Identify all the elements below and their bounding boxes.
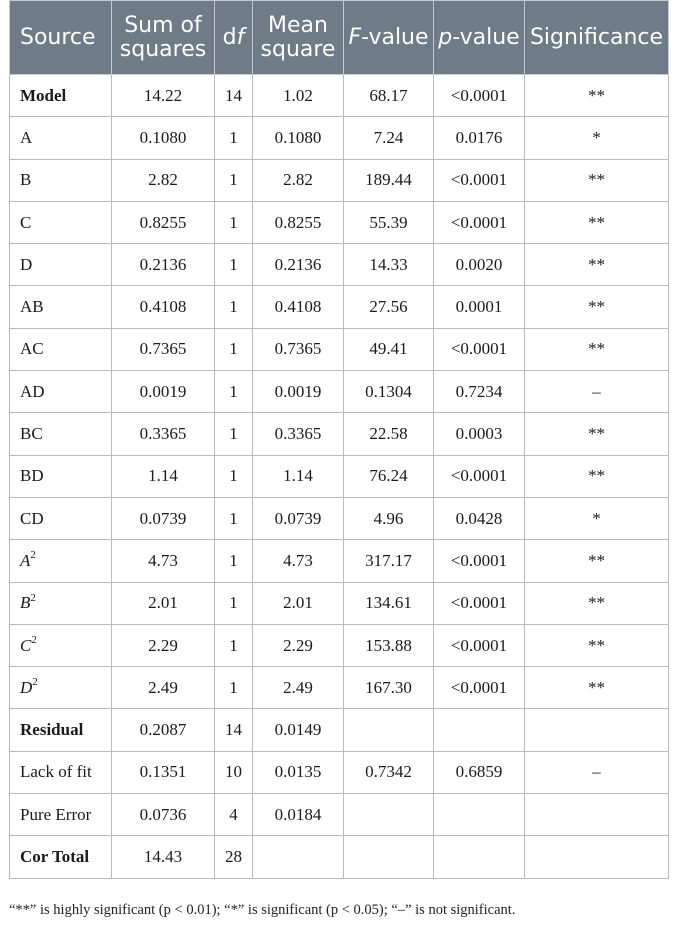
table-row (10, 709, 669, 751)
cell-mean-square: 0.0019 (253, 371, 344, 413)
cell-mean-square: 0.4108 (253, 286, 344, 328)
cell-df: 1 (215, 455, 253, 497)
header-source: Source (10, 1, 112, 75)
cell-mean-square: 0.0135 (253, 751, 344, 793)
table-row (10, 497, 669, 539)
cell-df: 1 (215, 624, 253, 666)
cell-p-value: <0.0001 (434, 328, 525, 370)
table-row (10, 244, 669, 286)
cell-source: $B^2$ (10, 582, 112, 624)
cell-source: Residual (10, 709, 112, 751)
cell-f-value: 153.88 (344, 624, 434, 666)
table-row (10, 117, 669, 159)
cell-significance: ** (525, 159, 669, 201)
cell-significance: – (525, 371, 669, 413)
cell-sum-of-squares: 0.2136 (112, 244, 215, 286)
cell-f-value: 22.58 (344, 413, 434, 455)
cell-f-value (344, 709, 434, 751)
cell-df: 4 (215, 794, 253, 836)
cell-sum-of-squares: 0.1351 (112, 751, 215, 793)
cell-df: 1 (215, 497, 253, 539)
cell-significance: – (525, 751, 669, 793)
cell-significance: ** (525, 582, 669, 624)
superscript: 2 (32, 676, 38, 689)
cell-source: Model (10, 75, 112, 117)
table-row (10, 286, 669, 328)
cell-f-value: 14.33 (344, 244, 434, 286)
header-df: df (215, 1, 253, 75)
cell-mean-square: 0.1080 (253, 117, 344, 159)
table-row (10, 75, 669, 117)
cell-source: AC (10, 328, 112, 370)
cell-f-value: 27.56 (344, 286, 434, 328)
cell-p-value: 0.0001 (434, 286, 525, 328)
cell-source: BD (10, 455, 112, 497)
cell-f-value: 189.44 (344, 159, 434, 201)
cell-p-value: 0.0003 (434, 413, 525, 455)
cell-sum-of-squares: 0.0019 (112, 371, 215, 413)
cell-significance: ** (525, 624, 669, 666)
table-row (10, 667, 669, 709)
cell-significance: ** (525, 413, 669, 455)
cell-df: 1 (215, 117, 253, 159)
cell-sum-of-squares: 2.01 (112, 582, 215, 624)
cell-significance: * (525, 117, 669, 159)
cell-f-value: 0.1304 (344, 371, 434, 413)
table-row (10, 159, 669, 201)
cell-f-value (344, 836, 434, 878)
cell-df: 1 (215, 540, 253, 582)
header-sum-of-squares: Sum of squares (112, 1, 215, 75)
header-significance: Significance (525, 1, 669, 75)
cell-f-value: 49.41 (344, 328, 434, 370)
cell-significance: ** (525, 201, 669, 243)
table-row (10, 201, 669, 243)
cell-p-value (434, 794, 525, 836)
cell-sum-of-squares: 0.0739 (112, 497, 215, 539)
cell-mean-square: 0.2136 (253, 244, 344, 286)
cell-p-value: <0.0001 (434, 624, 525, 666)
cell-sum-of-squares: 14.22 (112, 75, 215, 117)
cell-sum-of-squares: 0.0736 (112, 794, 215, 836)
cell-p-value: <0.0001 (434, 540, 525, 582)
cell-source: CD (10, 497, 112, 539)
cell-df: 1 (215, 201, 253, 243)
cell-mean-square: 0.7365 (253, 328, 344, 370)
table-row (10, 836, 669, 878)
table-row (10, 751, 669, 793)
cell-significance: ** (525, 455, 669, 497)
cell-source: Cor Total (10, 836, 112, 878)
cell-source: B (10, 159, 112, 201)
cell-sum-of-squares: 14.43 (112, 836, 215, 878)
cell-f-value: 7.24 (344, 117, 434, 159)
cell-mean-square: 2.49 (253, 667, 344, 709)
cell-p-value: 0.7234 (434, 371, 525, 413)
cell-p-value (434, 709, 525, 751)
cell-p-value: 0.0428 (434, 497, 525, 539)
cell-f-value: 55.39 (344, 201, 434, 243)
cell-df: 1 (215, 413, 253, 455)
cell-significance: ** (525, 540, 669, 582)
anova-table (9, 0, 669, 879)
cell-df: 1 (215, 371, 253, 413)
cell-mean-square: 0.0184 (253, 794, 344, 836)
cell-mean-square: 2.01 (253, 582, 344, 624)
cell-sum-of-squares: 2.82 (112, 159, 215, 201)
cell-significance (525, 794, 669, 836)
footnote: “**” is highly significant (p < 0.01); “*” is significant (p < 0.05); “–” is not significant. (9, 902, 516, 918)
cell-mean-square: 0.0739 (253, 497, 344, 539)
cell-source: $C^2$ (10, 624, 112, 666)
cell-p-value: 0.0176 (434, 117, 525, 159)
cell-df: 14 (215, 75, 253, 117)
cell-source: D (10, 244, 112, 286)
cell-significance: ** (525, 286, 669, 328)
superscript: 2 (30, 591, 36, 604)
superscript: 2 (30, 549, 36, 562)
cell-source: BC (10, 413, 112, 455)
cell-f-value: 134.61 (344, 582, 434, 624)
cell-p-value: 0.6859 (434, 751, 525, 793)
cell-significance (525, 836, 669, 878)
cell-source: $D^2$ (10, 667, 112, 709)
cell-f-value: 4.96 (344, 497, 434, 539)
cell-mean-square: 0.3365 (253, 413, 344, 455)
cell-f-value: 0.7342 (344, 751, 434, 793)
cell-sum-of-squares: 2.29 (112, 624, 215, 666)
cell-sum-of-squares: 4.73 (112, 540, 215, 582)
cell-df: 1 (215, 328, 253, 370)
cell-mean-square: 0.0149 (253, 709, 344, 751)
table-row (10, 540, 669, 582)
cell-significance: * (525, 497, 669, 539)
cell-source: A (10, 117, 112, 159)
table-row (10, 624, 669, 666)
cell-sum-of-squares: 0.3365 (112, 413, 215, 455)
cell-f-value: 68.17 (344, 75, 434, 117)
header-row (10, 1, 669, 75)
cell-source: Lack of fit (10, 751, 112, 793)
cell-significance: ** (525, 328, 669, 370)
superscript: 2 (31, 633, 37, 646)
cell-df: 1 (215, 159, 253, 201)
cell-p-value: <0.0001 (434, 455, 525, 497)
cell-p-value: <0.0001 (434, 159, 525, 201)
table-row (10, 371, 669, 413)
cell-f-value (344, 794, 434, 836)
cell-df: 1 (215, 286, 253, 328)
cell-sum-of-squares: 0.1080 (112, 117, 215, 159)
cell-mean-square: 2.29 (253, 624, 344, 666)
cell-df: 14 (215, 709, 253, 751)
cell-significance (525, 709, 669, 751)
table-row (10, 328, 669, 370)
cell-p-value: <0.0001 (434, 582, 525, 624)
cell-p-value: <0.0001 (434, 667, 525, 709)
cell-sum-of-squares: 2.49 (112, 667, 215, 709)
cell-sum-of-squares: 0.4108 (112, 286, 215, 328)
cell-df: 28 (215, 836, 253, 878)
cell-p-value: 0.0020 (434, 244, 525, 286)
cell-p-value: <0.0001 (434, 75, 525, 117)
cell-significance: ** (525, 667, 669, 709)
cell-mean-square: 4.73 (253, 540, 344, 582)
cell-source: AB (10, 286, 112, 328)
cell-df: 1 (215, 667, 253, 709)
cell-p-value (434, 836, 525, 878)
cell-source: $A^2$ (10, 540, 112, 582)
table-row (10, 794, 669, 836)
cell-mean-square: 2.82 (253, 159, 344, 201)
cell-f-value: 76.24 (344, 455, 434, 497)
cell-f-value: 317.17 (344, 540, 434, 582)
cell-sum-of-squares: 0.7365 (112, 328, 215, 370)
cell-df: 1 (215, 582, 253, 624)
table-row (10, 582, 669, 624)
header-mean-square: Mean square (253, 1, 344, 75)
cell-f-value: 167.30 (344, 667, 434, 709)
cell-significance: ** (525, 75, 669, 117)
cell-df: 1 (215, 244, 253, 286)
cell-mean-square (253, 836, 344, 878)
cell-df: 10 (215, 751, 253, 793)
cell-source: AD (10, 371, 112, 413)
cell-p-value: <0.0001 (434, 201, 525, 243)
cell-mean-square: 1.02 (253, 75, 344, 117)
table-row (10, 413, 669, 455)
cell-mean-square: 1.14 (253, 455, 344, 497)
cell-sum-of-squares: 0.8255 (112, 201, 215, 243)
cell-sum-of-squares: 0.2087 (112, 709, 215, 751)
cell-sum-of-squares: 1.14 (112, 455, 215, 497)
cell-significance: ** (525, 244, 669, 286)
cell-mean-square: 0.8255 (253, 201, 344, 243)
table-body (10, 75, 669, 879)
cell-source: C (10, 201, 112, 243)
table-row (10, 455, 669, 497)
cell-source: Pure Error (10, 794, 112, 836)
header-f-value: F-value (344, 1, 434, 75)
header-p-value: p-value (434, 1, 525, 75)
